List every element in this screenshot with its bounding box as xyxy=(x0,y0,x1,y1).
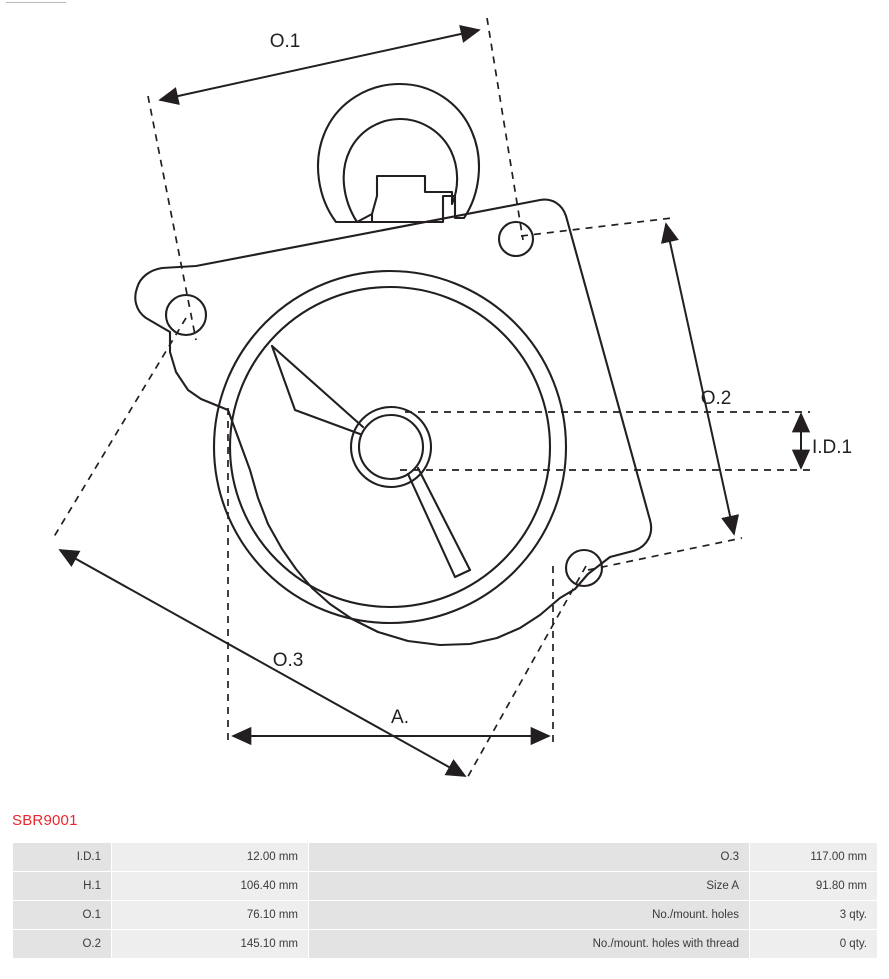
ext-line-o1-left xyxy=(148,96,196,340)
spec-value-mount-holes: 3 qty. xyxy=(750,901,878,930)
spec-label-h1: H.1 xyxy=(13,872,112,901)
part-web-upper-2 xyxy=(272,346,360,434)
part-mount-hole-top-right xyxy=(499,222,533,256)
part-hub-ring-outer xyxy=(351,407,431,487)
spec-label-mount-holes: No./mount. holes xyxy=(309,901,750,930)
dim-label-id1: I.D.1 xyxy=(812,437,853,458)
spec-label-mount-holes-thread: No./mount. holes with thread xyxy=(309,930,750,959)
spec-label-o3: O.3 xyxy=(309,843,750,872)
dim-arrow-o2 xyxy=(666,224,734,534)
ext-line-o2-lower xyxy=(588,538,742,570)
dim-label-o3: O.3 xyxy=(272,650,304,671)
table-row xyxy=(13,901,878,930)
spec-value-h1: 106.40 mm xyxy=(112,872,309,901)
table-row xyxy=(13,930,878,959)
spec-value-o2: 145.10 mm xyxy=(112,930,309,959)
spec-label-size-a: Size A xyxy=(309,872,750,901)
spec-value-o1: 76.10 mm xyxy=(112,901,309,930)
dim-label-o1: O.1 xyxy=(269,31,301,52)
part-number: SBR9001 xyxy=(12,812,78,829)
part-bore-ring-outer xyxy=(214,271,566,623)
part-top-lug-inner xyxy=(344,119,457,222)
ext-line-o3-lower xyxy=(466,566,586,780)
spec-value-size-a: 91.80 mm xyxy=(750,872,878,901)
dim-label-a: A. xyxy=(391,707,409,728)
spec-label-o2: O.2 xyxy=(13,930,112,959)
spec-label-o1: O.1 xyxy=(13,901,112,930)
part-bore-ring-mid xyxy=(230,287,550,607)
dim-label-o2: O.2 xyxy=(700,388,732,409)
dim-arrow-o3 xyxy=(60,550,465,776)
part-web-lower-2 xyxy=(408,474,470,577)
spec-label-id1: I.D.1 xyxy=(13,843,112,872)
spec-value-mount-holes-thread: 0 qty. xyxy=(750,930,878,959)
specifications-table xyxy=(12,842,878,959)
ext-line-o3-upper xyxy=(52,318,186,540)
part-top-lug-outer xyxy=(318,84,479,222)
spec-value-id1: 12.00 mm xyxy=(112,843,309,872)
table-row xyxy=(13,872,878,901)
part-mount-hole-left xyxy=(166,295,206,335)
table-row xyxy=(13,843,878,872)
spec-value-o3: 117.00 mm xyxy=(750,843,878,872)
part-flange-outline xyxy=(135,200,651,645)
ext-line-o2-upper xyxy=(521,218,672,236)
